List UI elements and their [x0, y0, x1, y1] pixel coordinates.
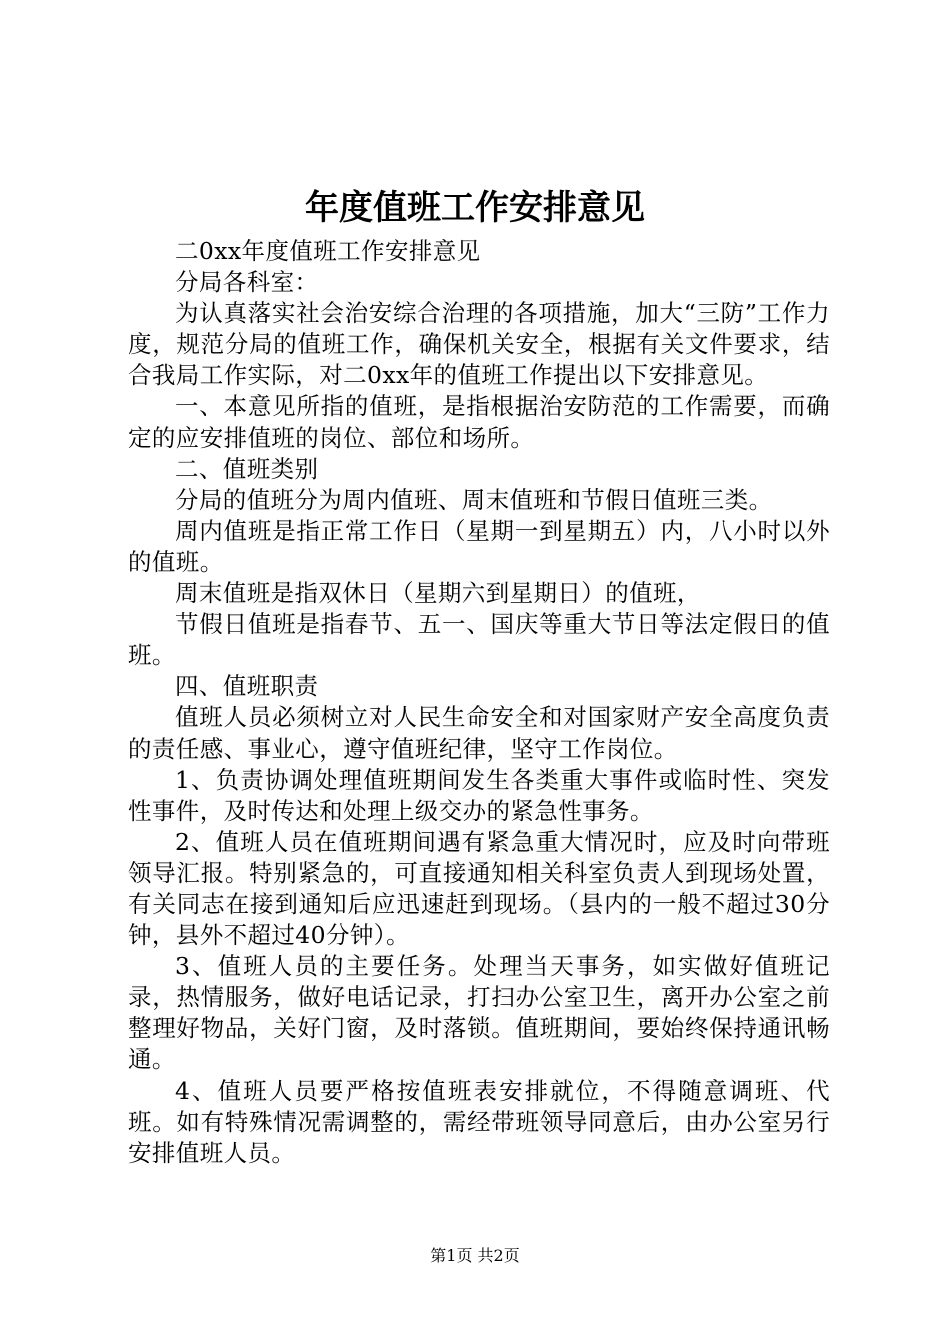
paragraph-section-4-heading: 四、值班职责	[175, 672, 319, 701]
document-body	[128, 236, 830, 1169]
page-number-footer: 第1页 共2页	[430, 1246, 520, 1265]
paragraph-item-4: 4、值班人员要严格按值班表安排就位，不得随意调班、代班。如有特殊情况需调整的，需经带班领导同意后，由办公室另行安排值班人员。	[128, 1076, 830, 1167]
paragraph-section-1: 一、本意见所指的值班，是指根据治安防范的工作需要，而确定的应安排值班的岗位、部位和场所。	[128, 392, 830, 452]
paragraph-item-1: 1、负责协调处理值班期间发生各类重大事件或临时性、突发性事件，及时传达和处理上级交办的紧急性事务。	[128, 765, 830, 825]
paragraph-weekend-duty: 周末值班是指双休日（星期六到星期日）的值班，	[175, 579, 701, 608]
document-title: 年度值班工作安排意见	[305, 188, 645, 228]
paragraph-item-3: 3、值班人员的主要任务。处理当天事务，如实做好值班记录，热情服务，做好电话记录，打扫办公室卫生，离开办公室之前整理好物品，关好门窗，及时落锁。值班期间，要始终保持通讯畅通。	[128, 952, 830, 1074]
paragraph-holiday-duty: 节假日值班是指春节、五一、国庆等重大节日等法定假日的值班。	[128, 610, 830, 670]
paragraph-duty-types: 分局的值班分为周内值班、周末值班和节假日值班三类。	[175, 485, 773, 514]
paragraph-intro: 为认真落实社会治安综合治理的各项措施，加大“三防”工作力度，规范分局的值班工作，确保机关安全，根据有关文件要求，结合我局工作实际，对二0xx年的值班工作提出以下安排意见。	[128, 299, 830, 390]
paragraph-section-2-heading: 二、值班类别	[175, 454, 319, 483]
paragraph-heading-line: 二0xx年度值班工作安排意见	[175, 237, 481, 265]
paragraph-duty-responsibility: 值班人员必须树立对人民生命安全和对国家财产安全高度负责的责任感、事业心，遵守值班纪律，坚守工作岗位。	[128, 703, 830, 763]
paragraph-weekday-duty: 周内值班是指正常工作日（星期一到星期五）内，八小时以外的值班。	[128, 516, 830, 576]
paragraph-salutation: 分局各科室：	[175, 268, 319, 297]
paragraph-item-2: 2、值班人员在值班期间遇有紧急重大情况时，应及时向带班领导汇报。特别紧急的，可直接通知相关科室负责人到现场处置，有关同志在接到通知后应迅速赶到现场。（县内的一般不超过30分钟，县外不超过40分钟）。	[128, 827, 830, 950]
